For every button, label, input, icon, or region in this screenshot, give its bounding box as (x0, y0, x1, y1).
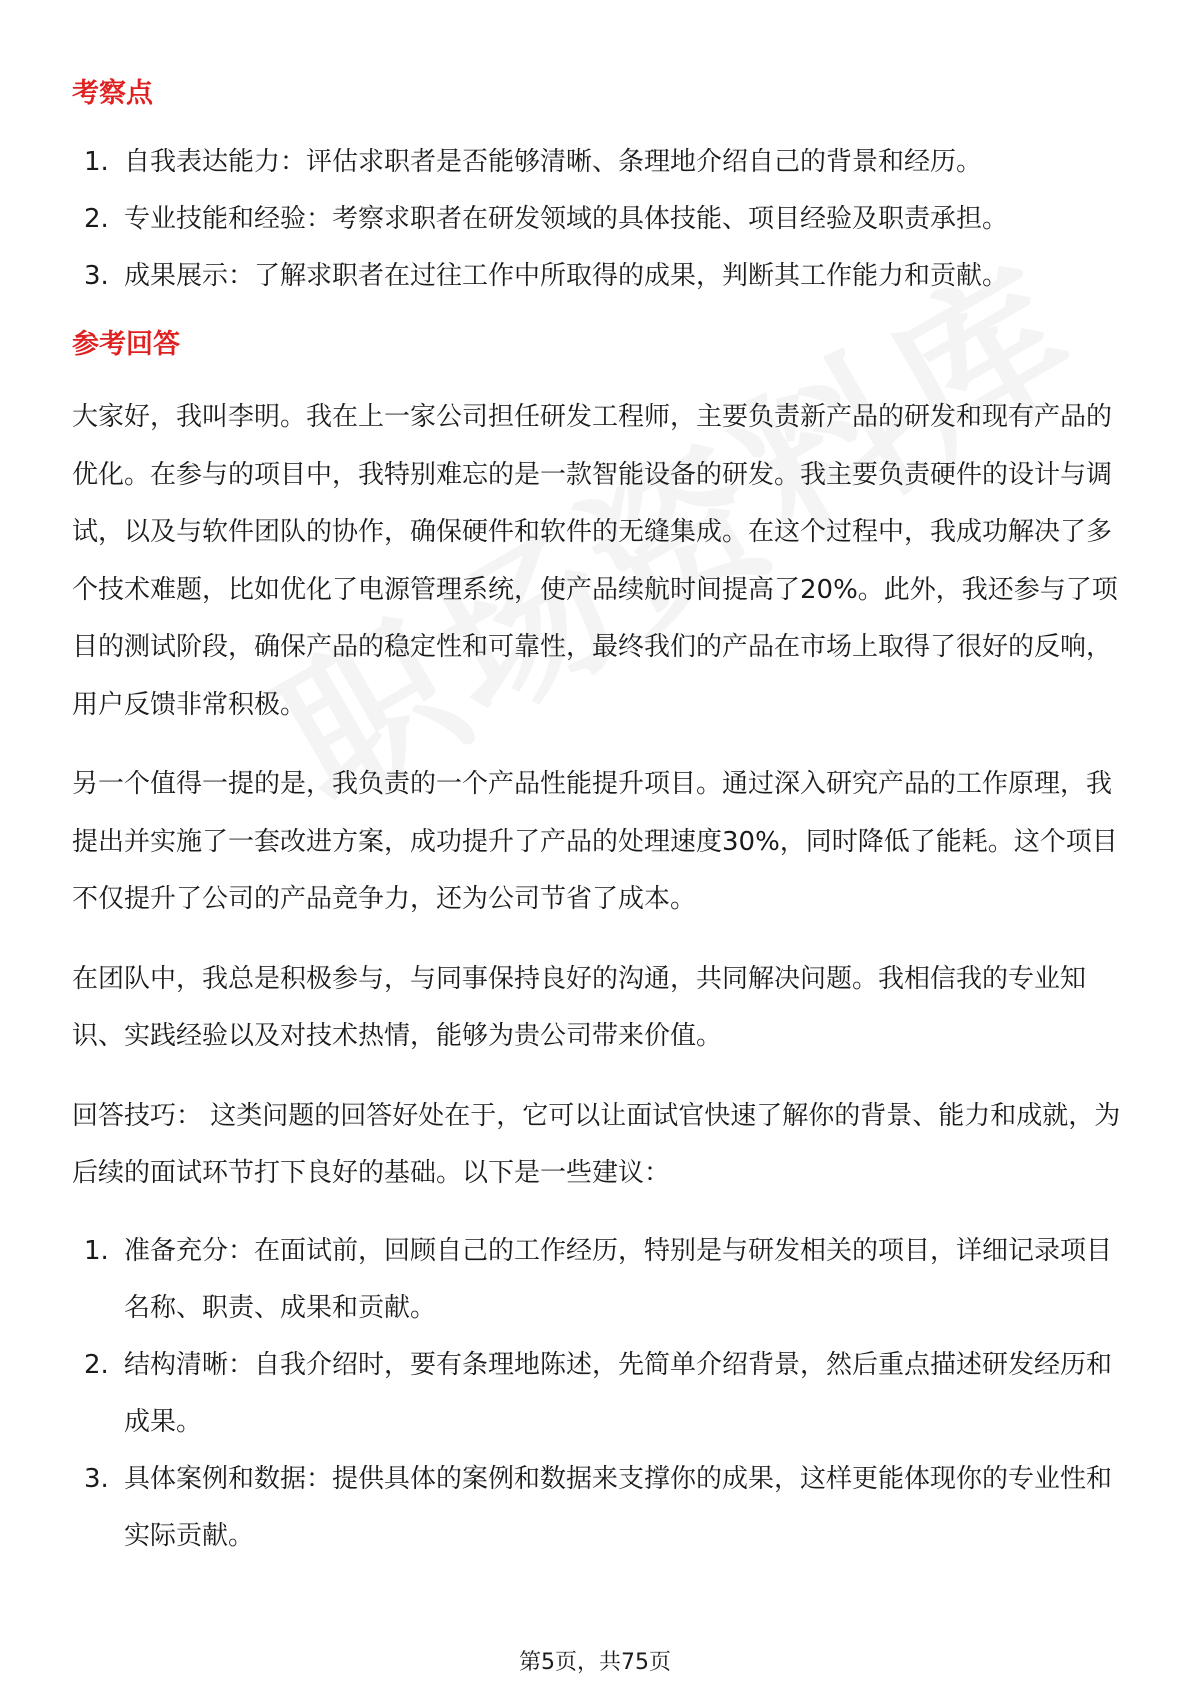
list-item: 3. 具体案例和数据：提供具体的案例和数据来支撑你的成果，这样更能体现你的专业性和实际贡献。 (84, 1463, 1113, 1551)
list-item: 1. 准备充分：在面试前，回顾自己的工作经历，特别是与研发相关的项目，详细记录项目名称、职责、成果和贡献。 (84, 1235, 1113, 1323)
assessment-list (72, 134, 1122, 305)
tips-list (72, 1223, 1122, 1565)
answer-tips-intro: 回答技巧： 这类问题的回答好处在于，它可以让面试官快速了解你的背景、能力和成就，为后续的面试环节打下良好的基础。以下是一些建议： (72, 1100, 1121, 1188)
list-item: 3. 成果展示：了解求职者在过往工作中所取得的成果，判断其工作能力和贡献。 (84, 261, 1009, 291)
section-title-reference-answer: 参考回答 (72, 329, 180, 360)
answer-paragraph: 另一个值得一提的是，我负责的一个产品性能提升项目。通过深入研究产品的工作原理，我提出并实施了一套改进方案，成功提升了产品的处理速度30%，同时降低了能耗。这个项目不仅提升了公司的产品竞争力，还为公司节省了成本。 (72, 769, 1118, 914)
section-title-assessment: 考察点 (72, 78, 153, 109)
list-item: 1. 自我表达能力：评估求职者是否能够清晰、条理地介绍自己的背景和经历。 (84, 147, 983, 177)
answer-paragraph: 在团队中，我总是积极参与，与同事保持良好的沟通，共同解决问题。我相信我的专业知识、实践经验以及对技术热情，能够为贵公司带来价值。 (72, 963, 1087, 1051)
list-item: 2. 专业技能和经验：考察求职者在研发领域的具体技能、项目经验及职责承担。 (84, 204, 1009, 234)
list-item: 2. 结构清晰：自我介绍时，要有条理地陈述，先简单介绍背景，然后重点描述研发经历和成果。 (84, 1349, 1113, 1437)
answer-paragraph: 大家好，我叫李明。我在上一家公司担任研发工程师，主要负责新产品的研发和现有产品的优化。在参与的项目中，我特别难忘的是一款智能设备的研发。我主要负责硬件的设计与调试，以及与软件团队的协作，确保硬件和软件的无缝集成。在这个过程中，我成功解决了多个技术难题，比如优化了电源管理系统，使产品续航时间提高了20%。此外，我还参与了项目的测试阶段，确保产品的稳定性和可靠性，最终我们的产品在市场上取得了很好的反响，用户反馈非常积极。 (72, 402, 1118, 720)
page-content (72, 70, 1122, 1565)
page-number: 第5页，共75页 (519, 1650, 671, 1675)
